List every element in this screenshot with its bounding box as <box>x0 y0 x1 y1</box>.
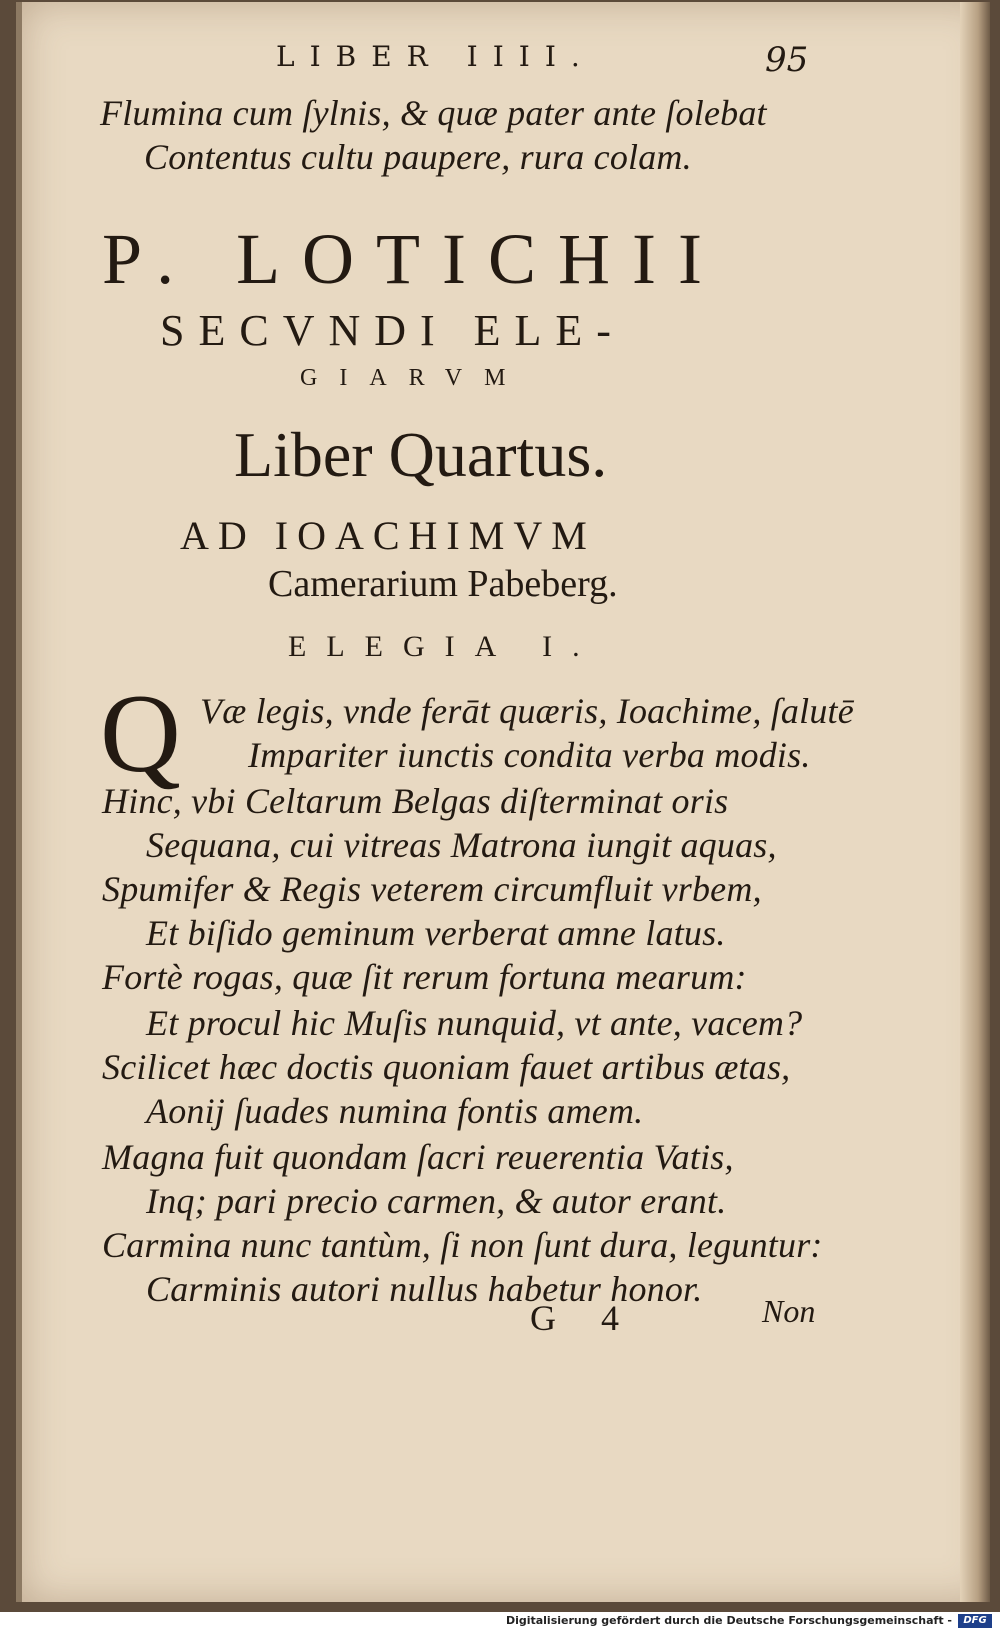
book-title-line3: GIARVM <box>300 365 528 391</box>
poem-heading: ELEGIA I. <box>288 630 600 663</box>
catchword: Non <box>762 1293 816 1329</box>
dedication-name: Camerarium Pabeberg. <box>268 563 618 605</box>
continuation-line: Contentus cultu paupere, rura colam. <box>144 137 692 177</box>
drop-cap: Q <box>100 672 181 796</box>
poem-line: Inq; pari precio carmen, & autor erant. <box>146 1181 727 1221</box>
signature-mark: G 4 <box>530 1298 637 1338</box>
dfg-logo: DFG <box>958 1614 992 1628</box>
poem-line: Et biſido geminum verberat amne latus. <box>146 913 726 953</box>
poem-line: Scilicet hæc doctis quoniam fauet artibus ætas, <box>102 1047 791 1087</box>
poem-line: Hinc, vbi Celtarum Belgas diſterminat oris <box>102 781 729 821</box>
page-edge <box>960 2 990 1602</box>
poem-line: Aonij ſuades numina fontis amem. <box>146 1091 644 1131</box>
poem-line: Væ legis, vnde ferāt quæris, Ioachime, ſalutē <box>200 691 854 731</box>
folio-number: 95 <box>765 40 809 80</box>
poem-line: Impariter iunctis condita verba modis. <box>248 735 811 775</box>
book-title-liber: Liber Quartus. <box>234 419 608 490</box>
dedication-heading: AD IOACHIMVM <box>180 513 596 558</box>
funding-credit: Digitalisierung gefördert durch die Deutsche Forschungsgemeinschaft - <box>505 1614 952 1627</box>
poem-line: Et procul hic Muſis nunquid, vt ante, vacem? <box>146 1003 803 1043</box>
running-head: LIBER IIII. <box>276 40 595 73</box>
book-title-author: P. LOTICHII <box>102 219 724 299</box>
poem-line: Carmina nunc tantùm, ſi non ſunt dura, leguntur: <box>102 1225 823 1265</box>
poem-line: Sequana, cui vitreas Matrona iungit aquas, <box>146 825 777 865</box>
book-title-line2: SECVNDI ELE- <box>160 306 625 355</box>
poem-line: Spumifer & Regis veterem circumfluit vrbem, <box>102 869 762 909</box>
poem-line: Carminis autori nullus habetur honor. <box>146 1269 703 1309</box>
footer-bar <box>0 1612 1000 1631</box>
poem-line: Magna fuit quondam ſacri reuerentia Vatis, <box>102 1137 734 1177</box>
continuation-line: Flumina cum ſylnis, & quæ pater ante ſolebat <box>100 93 767 133</box>
poem-line: Fortè rogas, quæ ſit rerum fortuna mearum: <box>102 957 747 997</box>
